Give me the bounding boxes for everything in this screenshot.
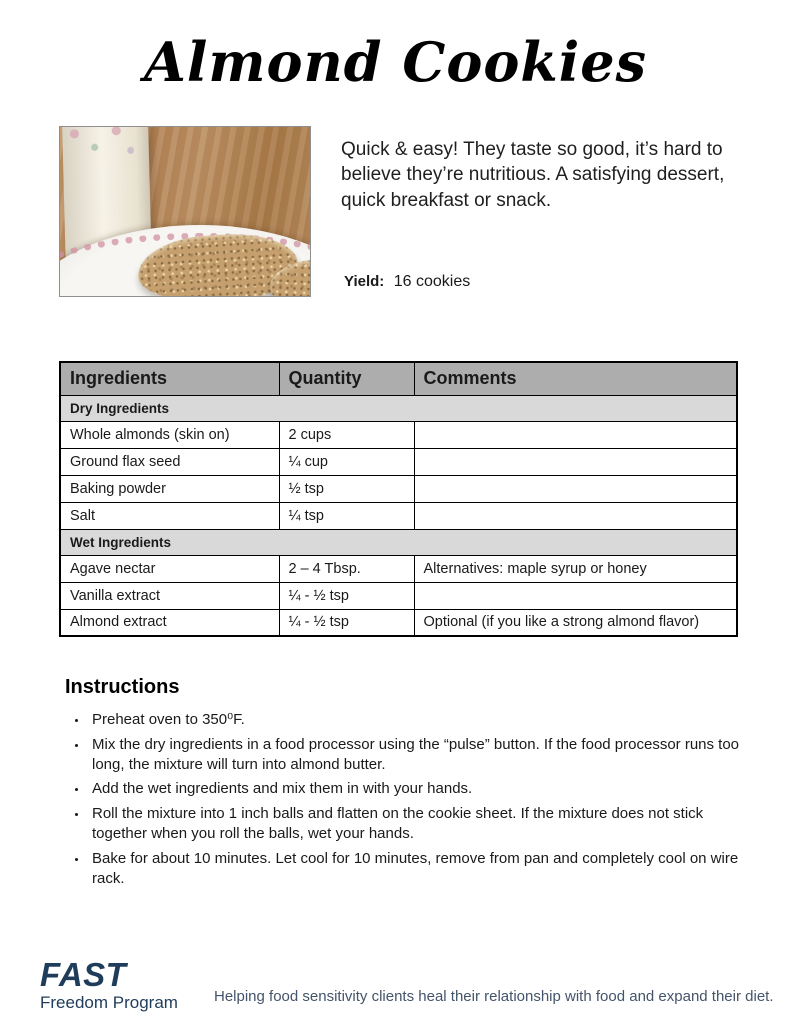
instruction-step: • Add the wet ingredients and mix them in with your hands.	[88, 779, 748, 799]
ingredient-cell: Ground flax seed	[60, 448, 279, 475]
comment-cell: Alternatives: maple syrup or honey	[414, 555, 737, 582]
comment-cell	[414, 582, 737, 609]
yield-value: 16 cookies	[393, 273, 471, 290]
fast-logo-secondary: Freedom Program	[40, 993, 178, 1012]
yield-label: Yield:	[344, 273, 385, 290]
quantity-cell: ¼ cup	[279, 448, 414, 475]
table-section-row	[60, 395, 737, 421]
fast-logo-primary: FAST	[40, 956, 127, 993]
column-header: Comments	[414, 362, 737, 395]
ingredient-cell: Whole almonds (skin on)	[60, 421, 279, 448]
quantity-cell: ¼ - ½ tsp	[279, 582, 414, 609]
page-title: Almond Cookies	[143, 30, 648, 94]
comment-cell	[414, 421, 737, 448]
instructions-heading: Instructions	[65, 676, 180, 698]
comment-cell	[414, 475, 737, 502]
comment-cell: Optional (if you like a strong almond flavor)	[414, 609, 737, 636]
ingredients-table-wrapper	[59, 361, 736, 637]
section-label: Wet Ingredients	[60, 529, 737, 555]
comment-cell	[414, 502, 737, 529]
table-row	[60, 502, 737, 529]
yield-line	[344, 273, 470, 291]
table-row	[60, 421, 737, 448]
table-section-row	[60, 529, 737, 555]
table-row	[60, 609, 737, 636]
table-row	[60, 448, 737, 475]
instruction-step: • Preheat oven to 350⁰F.	[88, 710, 748, 730]
table-row	[60, 582, 737, 609]
ingredient-cell: Vanilla extract	[60, 582, 279, 609]
ingredient-cell: Salt	[60, 502, 279, 529]
quantity-cell: ¼ tsp	[279, 502, 414, 529]
table-header-row	[60, 362, 737, 395]
table-body	[60, 395, 737, 636]
section-label: Dry Ingredients	[60, 395, 737, 421]
instructions-list	[88, 710, 748, 893]
ingredient-cell: Agave nectar	[60, 555, 279, 582]
table-row	[60, 475, 737, 502]
ingredient-cell: Almond extract	[60, 609, 279, 636]
column-header: Quantity	[279, 362, 414, 395]
comment-cell	[414, 448, 737, 475]
recipe-description: Quick & easy! They taste so good, it’s hard to believe they’re nutritious. A satisfying dessert, quick breakfast or snack.	[341, 139, 725, 211]
ingredient-cell: Baking powder	[60, 475, 279, 502]
quantity-cell: ½ tsp	[279, 475, 414, 502]
ingredients-table	[59, 361, 738, 637]
instruction-step: • Mix the dry ingredients in a food processor using the “pulse” button. If the food processor runs too long, the mixture will turn into almond butter.	[88, 735, 748, 775]
cup-floral-pattern	[64, 126, 134, 172]
instruction-step: • Bake for about 10 minutes. Let cool for 10 minutes, remove from pan and completely cool on wire rack.	[88, 849, 748, 889]
cookies-photo	[59, 126, 311, 297]
quantity-cell: 2 cups	[279, 421, 414, 448]
column-header: Ingredients	[60, 362, 279, 395]
instruction-step: • Roll the mixture into 1 inch balls and flatten on the cookie sheet. If the mixture does not stick together when you roll the balls, wet your hands.	[88, 804, 748, 844]
footer-tagline: Helping food sensitivity clients heal their relationship with food and expand their diet.	[214, 988, 774, 1005]
fast-logo	[40, 958, 178, 1013]
quantity-cell: 2 – 4 Tbsp.	[279, 555, 414, 582]
quantity-cell: ¼ - ½ tsp	[279, 609, 414, 636]
table-row	[60, 555, 737, 582]
